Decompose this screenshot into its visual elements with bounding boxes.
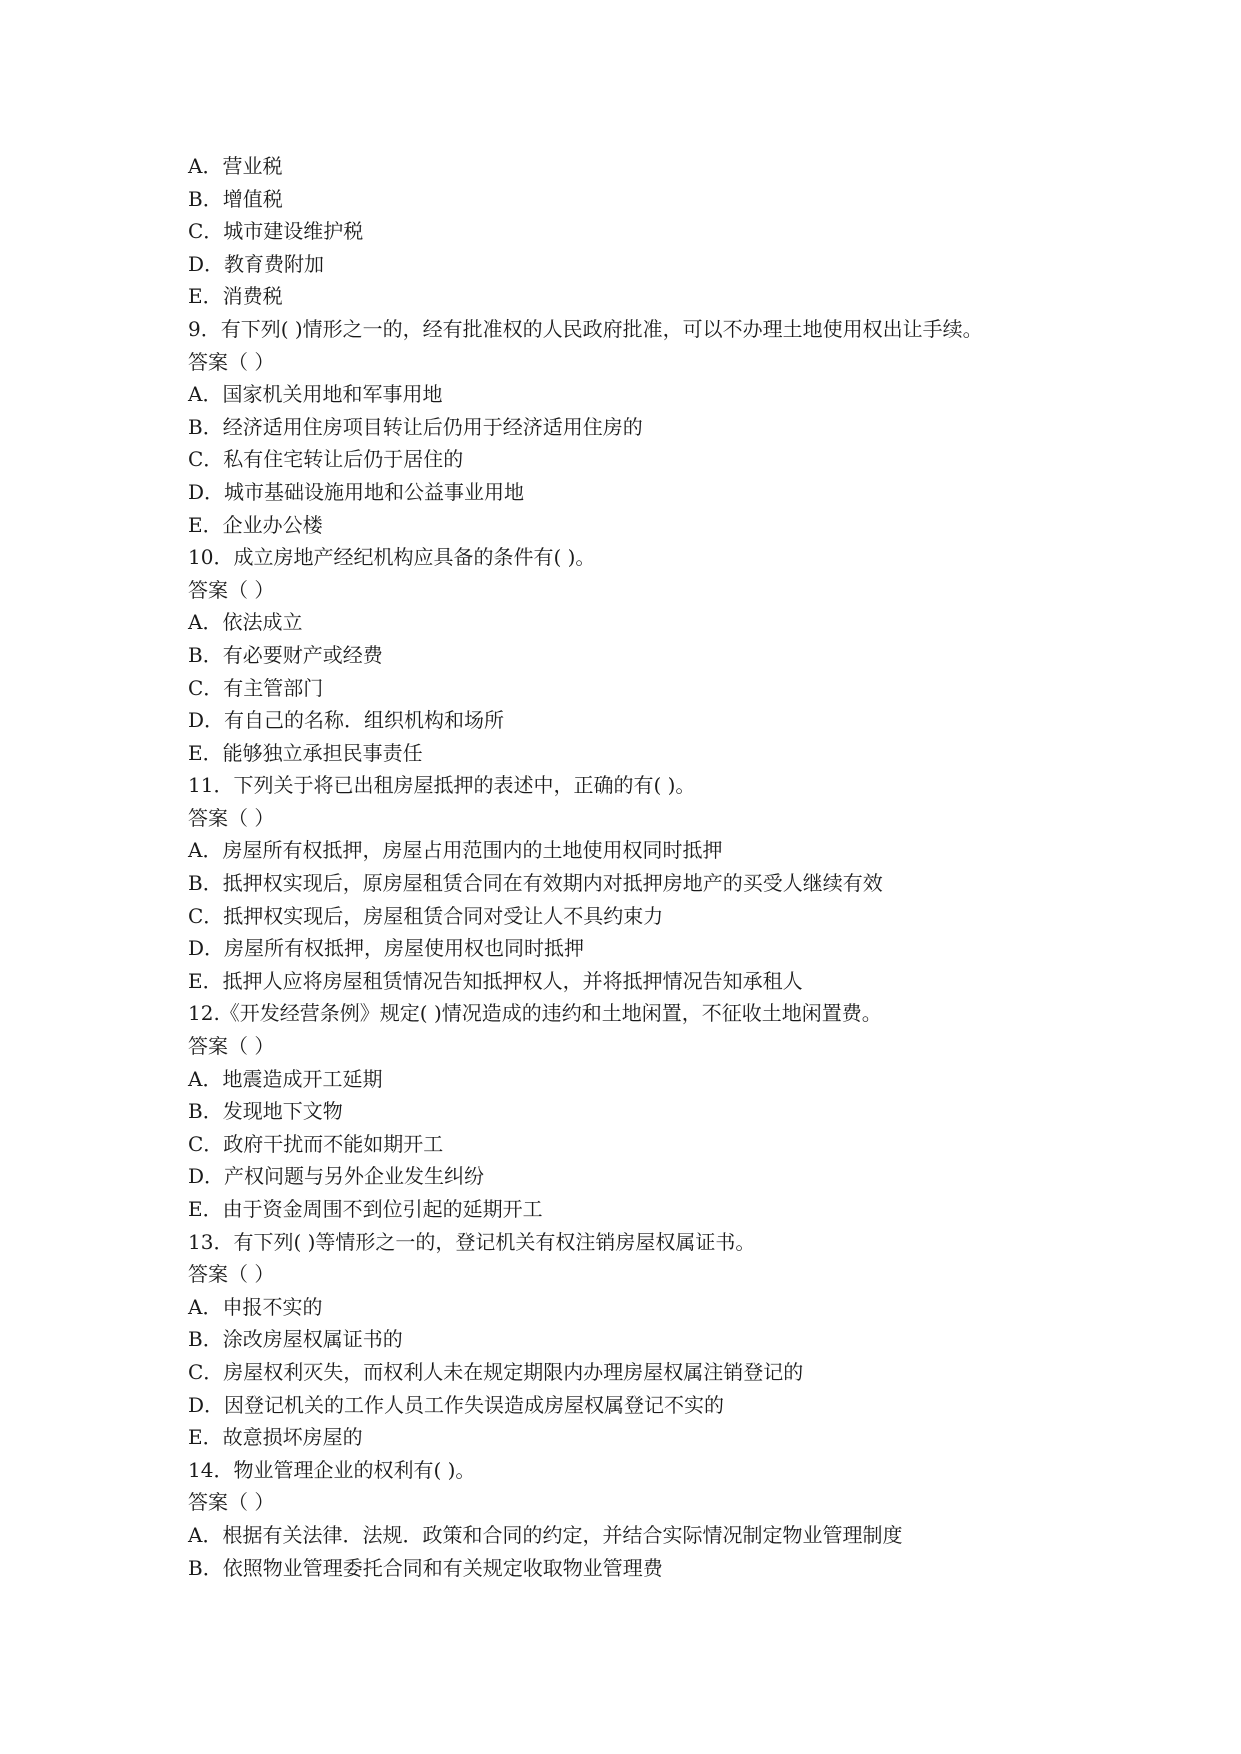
text-line: E．企业办公楼 — [188, 512, 323, 537]
text-line: D．房屋所有权抵押，房屋使用权也同时抵押 — [188, 936, 585, 961]
text-line: A．依法成立 — [188, 610, 303, 635]
question-line: 11．下列关于将已出租房屋抵押的表述中，正确的有( )。 — [188, 773, 696, 798]
text-line: D．教育费附加 — [188, 251, 325, 276]
text-line: A．国家机关用地和军事用地 — [188, 382, 443, 407]
text-line: C．城市建设维护税 — [188, 219, 364, 244]
answer-line: 答案（ ） — [188, 1034, 275, 1059]
text-line: A．申报不实的 — [188, 1294, 323, 1319]
text-line: E．消费税 — [188, 284, 283, 309]
text-line: B．增值税 — [188, 186, 283, 211]
question-line: 14．物业管理企业的权利有( )。 — [188, 1457, 476, 1482]
answer-line: 答案（ ） — [188, 577, 275, 602]
text-line: B．发现地下文物 — [188, 1099, 343, 1124]
question-line: 10．成立房地产经纪机构应具备的条件有( )。 — [188, 545, 596, 570]
text-line: A．地震造成开工延期 — [188, 1066, 383, 1091]
question-line: 9．有下列( )情形之一的，经有批准权的人民政府批准，可以不办理土地使用权出让手续。 — [188, 316, 983, 341]
answer-line: 答案（ ） — [188, 1490, 275, 1515]
text-line: C．房屋权利灭失，而权利人未在规定期限内办理房屋权属注销登记的 — [188, 1359, 804, 1384]
text-line: E．故意损坏房屋的 — [188, 1425, 363, 1450]
document-page — [188, 150, 1188, 1584]
text-line: D．产权问题与另外企业发生纠纷 — [188, 1164, 485, 1189]
text-line: C．有主管部门 — [188, 675, 324, 700]
text-line: C．政府干扰而不能如期开工 — [188, 1131, 444, 1156]
text-line: B．抵押权实现后，原房屋租赁合同在有效期内对抵押房地产的买受人继续有效 — [188, 871, 883, 896]
text-line: C．抵押权实现后，房屋租赁合同对受让人不具约束力 — [188, 903, 664, 928]
text-line: A．房屋所有权抵押，房屋占用范围内的土地使用权同时抵押 — [188, 838, 723, 863]
question-line: 13．有下列( )等情形之一的，登记机关有权注销房屋权属证书。 — [188, 1229, 756, 1254]
text-line: E．能够独立承担民事责任 — [188, 740, 423, 765]
text-line: B．有必要财产或经费 — [188, 642, 383, 667]
answer-line: 答案（ ） — [188, 1262, 275, 1287]
text-line: B．涂改房屋权属证书的 — [188, 1327, 403, 1352]
question-line: 12.《开发经营条例》规定( )情况造成的违约和土地闲置，不征收土地闲置费。 — [188, 1001, 882, 1026]
text-line: A．营业税 — [188, 154, 283, 178]
text-line: D．因登记机关的工作人员工作失误造成房屋权属登记不实的 — [188, 1392, 725, 1417]
answer-line: 答案（ ） — [188, 805, 275, 830]
text-line: C．私有住宅转让后仍于居住的 — [188, 447, 464, 472]
text-line: A．根据有关法律．法规．政策和合同的约定，并结合实际情况制定物业管理制度 — [188, 1522, 903, 1547]
text-line: D．有自己的名称．组织机构和场所 — [188, 708, 505, 733]
text-line: D．城市基础设施用地和公益事业用地 — [188, 479, 525, 504]
answer-line: 答案（ ） — [188, 349, 275, 374]
text-line: E．由于资金周围不到位引起的延期开工 — [188, 1197, 543, 1221]
text-line: B．依照物业管理委托合同和有关规定收取物业管理费 — [188, 1555, 663, 1580]
text-line: B．经济适用住房项目转让后仍用于经济适用住房的 — [188, 414, 643, 439]
text-line: E．抵押人应将房屋租赁情况告知抵押权人，并将抵押情况告知承租人 — [188, 968, 803, 993]
